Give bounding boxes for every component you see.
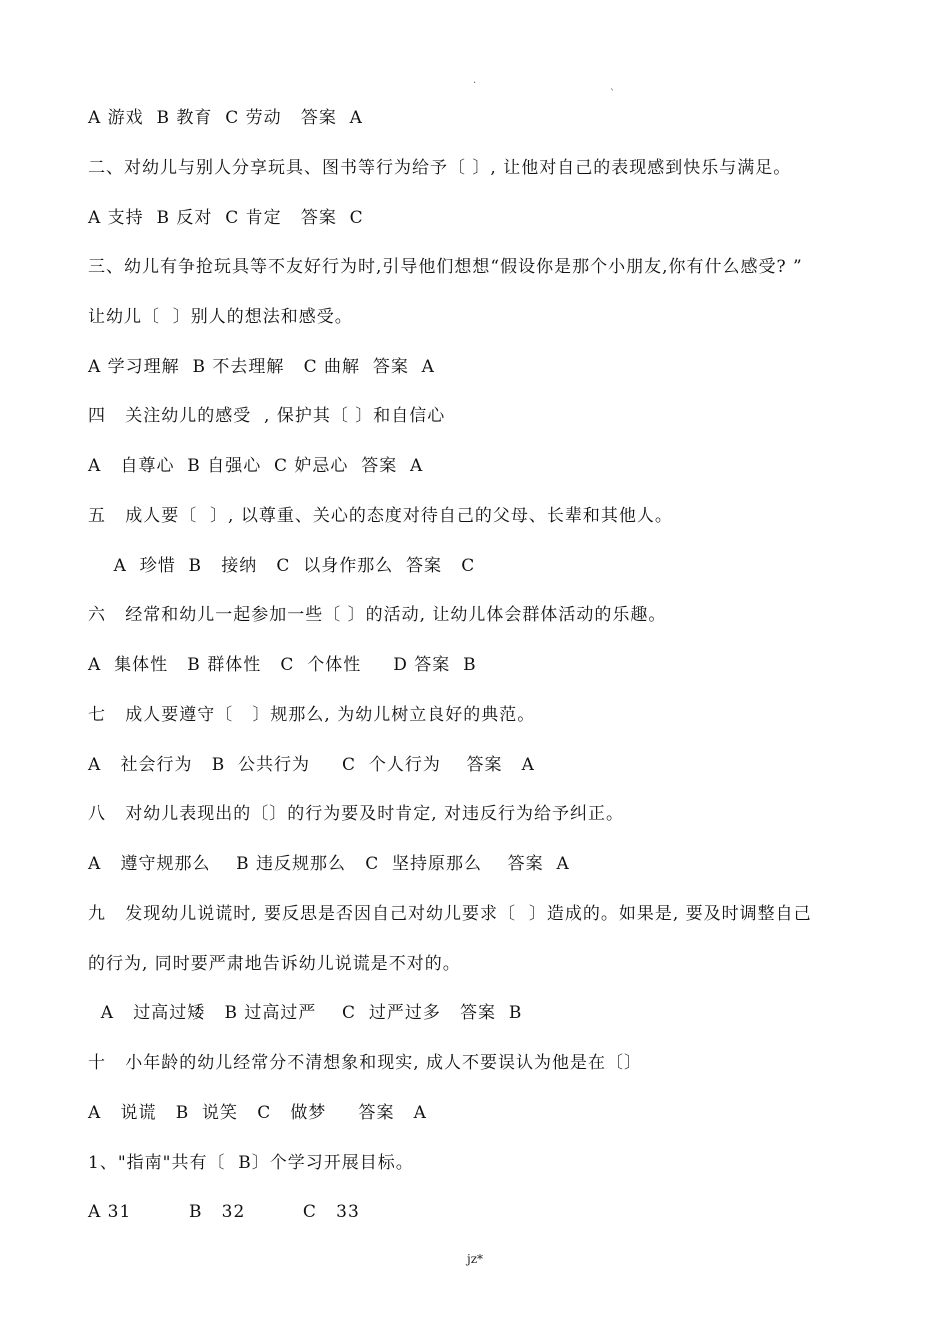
- answer-line-q6: A 集体性 B 群体性 C 个体性 D 答案 B: [88, 655, 477, 675]
- answer-line-q5: A 珍惜 B 接纳 C 以身作那么 答案 C: [88, 556, 476, 576]
- question-10: 十 小年龄的幼儿经常分不清想象和现实, 成人不要误认为他是在〔〕: [88, 1053, 643, 1073]
- question-2: 二、对幼儿与别人分享玩具、图书等行为给予〔 〕, 让他对自己的表现感到快乐与满足。: [88, 158, 792, 178]
- answer-line-q2: A 支持 B 反对 C 肯定 答案 C: [88, 208, 364, 228]
- question-3: 三、幼儿有争抢玩具等不友好行为时,引导他们想想“假设你是那个小朋友,你有什么感受? ”: [88, 257, 803, 277]
- header-mark-right: `: [610, 89, 615, 100]
- answer-line-q7: A 社会行为 B 公共行为 C 个人行为 答案 A: [88, 755, 535, 775]
- question-9-continued: 的行为, 同时要严肃地告诉幼儿说谎是不对的。: [88, 954, 461, 974]
- question-8: 八 对幼儿表现出的〔〕的行为要及时肯定, 对违反行为给予纠正。: [88, 804, 625, 824]
- header-mark-left: .: [473, 75, 477, 86]
- answer-line-q3: A 学习理解 B 不去理解 C 曲解 答案 A: [88, 357, 435, 377]
- answer-line-q9: A 过高过矮 B 过高过严 C 过严过多 答案 B: [88, 1003, 523, 1023]
- question-5: 五 成人要〔 〕, 以尊重、关心的态度对待自己的父母、长辈和其他人。: [88, 506, 673, 526]
- question-11: 1、"指南"共有〔 B〕个学习开展目标。: [88, 1153, 414, 1173]
- question-6: 六 经常和幼儿一起参加一些〔 〕的活动, 让幼儿体会群体活动的乐趣。: [88, 605, 667, 625]
- answer-line-q1: A 游戏 B 教育 C 劳动 答案 A: [88, 108, 363, 128]
- question-3-continued: 让幼儿〔 〕别人的想法和感受。: [88, 307, 353, 327]
- answer-line-q4: A 自尊心 B 自强心 C 妒忌心 答案 A: [88, 456, 424, 476]
- page-footer: jz*: [466, 1252, 484, 1266]
- question-4: 四 关注幼儿的感受 , 保护其〔 〕和自信心: [88, 406, 446, 426]
- question-9: 九 发现幼儿说谎时, 要反思是否因自己对幼儿要求〔 〕造成的。如果是, 要及时调整自己: [88, 904, 812, 924]
- answer-line-q8: A 遵守规那么 B 违反规那么 C 坚持原那么 答案 A: [88, 854, 570, 874]
- answer-line-q10: A 说谎 B 说笑 C 做梦 答案 A: [88, 1103, 427, 1123]
- question-7: 七 成人要遵守〔 〕规那么, 为幼儿树立良好的典范。: [88, 705, 536, 725]
- answer-line-q11: A 31 B 32 C 33: [88, 1202, 360, 1222]
